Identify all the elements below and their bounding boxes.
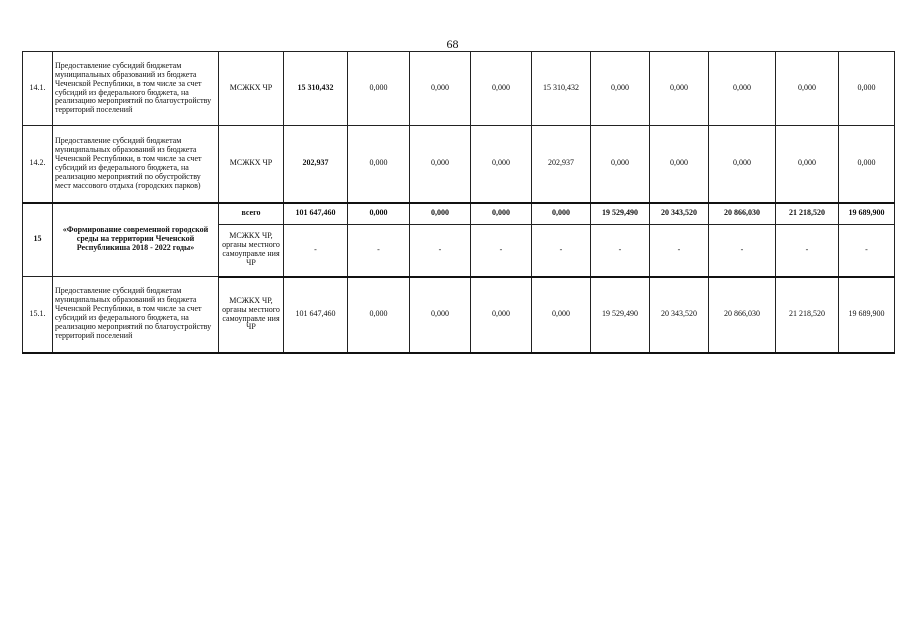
- value-cell: 21 218,520: [776, 277, 839, 353]
- executor: МСЖКХ ЧР, органы местного самоуправле ния ЧР: [219, 225, 284, 277]
- page-number: 68: [446, 37, 459, 51]
- table-row: [23, 52, 895, 126]
- value-cell: 0,000: [839, 126, 895, 203]
- value-cell: 0,000: [410, 277, 471, 353]
- executor: МСЖКХ ЧР: [219, 52, 284, 126]
- row-number: 14.1.: [23, 52, 53, 126]
- row-number: 14.2.: [23, 126, 53, 203]
- value-cell: 0,000: [709, 126, 776, 203]
- measure-name: Предоставление субсидий бюджетам муниципальных образований из бюджета Чеченской Республики, в том числе за счет субсидий из федерального бюджета, на реализацию мероприятий по обустройству мест массового отдыха (городских парков): [53, 126, 219, 203]
- value-cell: 19 529,490: [591, 203, 650, 225]
- value-total: 15 310,432: [284, 52, 348, 126]
- measure-name: Предоставление субсидий бюджетам муниципальных образований из бюджета Чеченской Республики, в том числе за счет субсидий из федерального бюджета, на реализацию мероприятий по благоустройству территорий поселений: [53, 52, 219, 126]
- value-cell: 20 343,520: [650, 203, 709, 225]
- table-row: [23, 203, 895, 225]
- value-cell: 0,000: [839, 52, 895, 126]
- value-cell: 0,000: [650, 126, 709, 203]
- value-cell: 0,000: [348, 52, 410, 126]
- value-cell: 0,000: [776, 52, 839, 126]
- value-cell: 202,937: [532, 126, 591, 203]
- value-total: 101 647,460: [284, 277, 348, 353]
- value-cell: -: [284, 225, 348, 277]
- table-row: [23, 277, 895, 353]
- value-cell: -: [532, 225, 591, 277]
- row-number: 15.1.: [23, 277, 53, 353]
- budget-table: [22, 51, 895, 354]
- value-cell: 0,000: [709, 52, 776, 126]
- value-cell: 0,000: [591, 126, 650, 203]
- value-cell: 0,000: [650, 52, 709, 126]
- executor: МСЖКХ ЧР, органы местного самоуправле ния ЧР: [219, 277, 284, 353]
- executor: МСЖКХ ЧР: [219, 126, 284, 203]
- value-cell: 0,000: [532, 203, 591, 225]
- value-cell: 0,000: [471, 52, 532, 126]
- value-cell: 21 218,520: [776, 203, 839, 225]
- value-cell: -: [471, 225, 532, 277]
- value-cell: 0,000: [591, 52, 650, 126]
- value-cell: -: [839, 225, 895, 277]
- value-cell: -: [776, 225, 839, 277]
- value-cell: -: [591, 225, 650, 277]
- value-cell: -: [709, 225, 776, 277]
- row-number: 15: [23, 203, 53, 277]
- value-cell: -: [410, 225, 471, 277]
- value-cell: 0,000: [410, 203, 471, 225]
- value-cell: 19 529,490: [591, 277, 650, 353]
- value-cell: 15 310,432: [532, 52, 591, 126]
- measure-name: «Формирование современной городской среды на территории Чеченской Республикиша 2018 - 2022 годы»: [53, 203, 219, 277]
- value-cell: 0,000: [776, 126, 839, 203]
- value-cell: 0,000: [410, 52, 471, 126]
- value-cell: 0,000: [532, 277, 591, 353]
- value-cell: 0,000: [348, 126, 410, 203]
- value-cell: 0,000: [410, 126, 471, 203]
- value-total: 202,937: [284, 126, 348, 203]
- value-total: 101 647,460: [284, 203, 348, 225]
- value-cell: 19 689,900: [839, 203, 895, 225]
- value-cell: 20 343,520: [650, 277, 709, 353]
- value-cell: 0,000: [348, 203, 410, 225]
- value-cell: -: [650, 225, 709, 277]
- executor: всего: [219, 203, 284, 225]
- value-cell: -: [348, 225, 410, 277]
- value-cell: 19 689,900: [839, 277, 895, 353]
- value-cell: 0,000: [471, 277, 532, 353]
- value-cell: 0,000: [348, 277, 410, 353]
- table-row: [23, 126, 895, 203]
- measure-name: Предоставление субсидий бюджетам муниципальных образований из бюджета Чеченской Республики, в том числе за счет субсидий из федерального бюджета, на реализацию мероприятий по благоустройству территорий поселений: [53, 277, 219, 353]
- value-cell: 0,000: [471, 203, 532, 225]
- value-cell: 20 866,030: [709, 203, 776, 225]
- value-cell: 20 866,030: [709, 277, 776, 353]
- value-cell: 0,000: [471, 126, 532, 203]
